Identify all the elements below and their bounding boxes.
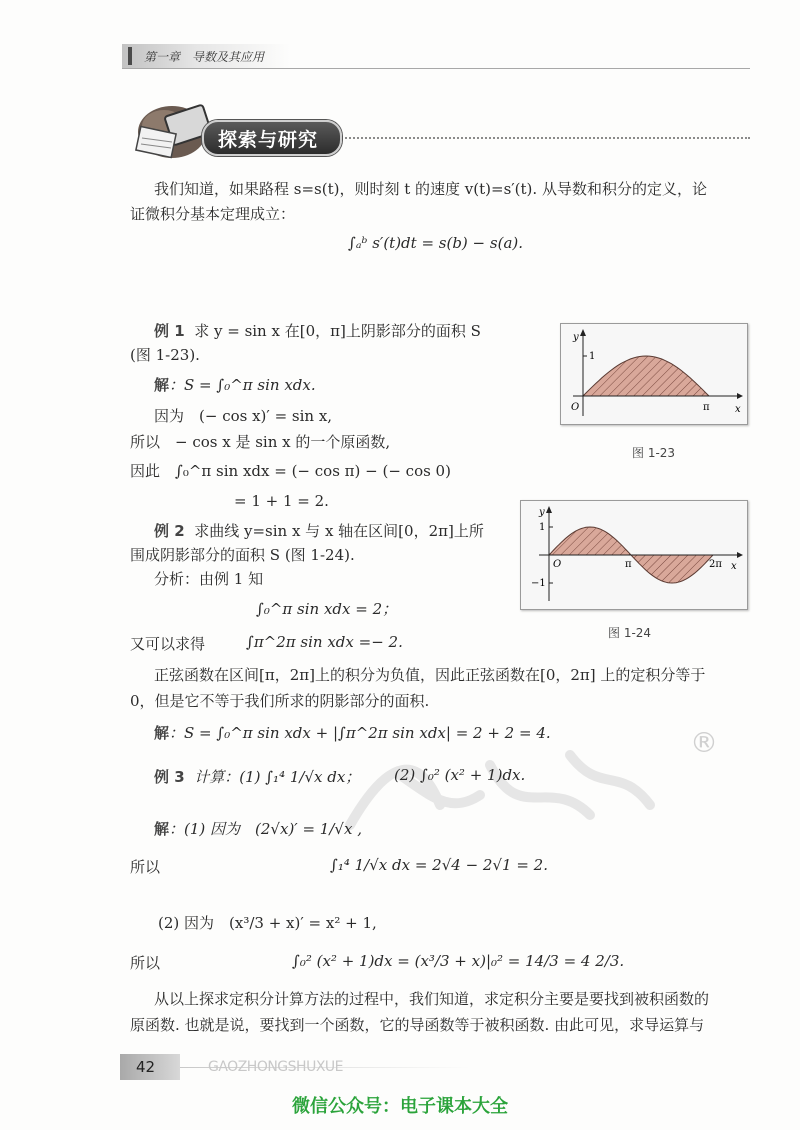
section-divider [330,137,750,139]
section-banner [202,120,342,156]
example-1-text [154,320,481,342]
chapter-title: 第一章 导数及其应用 [144,50,265,64]
shaded-area-0-pi [549,527,631,555]
example-2-text [154,520,484,542]
figure-1-24 [520,500,748,610]
y-tick-label-1: 1 [589,351,596,362]
y-axis-label: y [573,332,579,343]
example-3-so-2-label: 所以 [130,954,161,972]
example-1-solution [154,374,316,396]
example-1-so: 所以 − cos x 是 sin x 的一个原函数, [130,433,391,451]
example-1-line-1: 求 y = sin x 在[0，π]上阴影部分的面积 S [194,322,481,340]
y-tick-label-1: 1 [539,522,546,533]
example-3-sol-label: 解 [154,820,170,838]
figure-1-23 [560,323,748,425]
x-axis-label: x [735,404,741,415]
example-2-sol-formula: ：S = ∫₀^π sin xdx + |∫π^2π sin xdx| = 2 + 2 = 4. [169,724,551,742]
example-2-label: 例 2 [154,522,185,540]
example-3-so-1-label: 所以 [130,858,161,876]
example-2-formula-1: ∫₀^π sin xdx = 2； [256,600,398,618]
x-axis-arrow [737,393,743,399]
example-1-line-2: (图 1-23). [130,346,200,364]
watermark-mark: ® [690,726,718,759]
footer-series-text: GAOZHONGSHUXUE [208,1059,344,1075]
conclusion-line-2: 原函数. 也就是说，要找到一个函数，它的导函数等于被积函数. 由此可见，求导运算与 [130,1016,705,1034]
example-2-paragraph-1: 正弦函数在区间[π，2π]上的积分为负值，因此正弦函数在[0，2π] 上的定积分等于 [154,666,706,684]
example-2-formula-2: ∫π^2π sin xdx =− 2. [246,633,403,651]
example-2-line-1: 求曲线 y=sin x 与 x 轴在区间[0，2π]上所 [194,522,484,540]
sine-area-plot-1-23 [561,324,747,424]
figure-1-24-caption: 图 1-24 [608,626,652,640]
figure-1-23-caption: 图 1-23 [632,446,676,460]
x-tick-label-pi: π [703,402,710,413]
x-axis-label: x [731,561,737,572]
example-1-sol-label: 解 [154,376,170,394]
origin-label: O [553,559,562,570]
x-axis-arrow [737,552,743,558]
example-2-paragraph-2: 0，但是它不等于我们所求的阴影部分的面积. [130,692,430,710]
shaded-area-0-pi [583,356,709,396]
section-title: 探索与研究 [218,129,319,151]
example-3-sol-1: ：(1) 因为 (2√x)′ = 1/√x , [169,820,362,838]
conclusion-line-1: 从以上探求定积分计算方法的过程中，我们知道，求定积分主要是要找到被积函数的 [154,990,710,1008]
intro-formula: ∫ₐᵇ s′(t)dt = s(b) − s(a). [348,234,524,252]
example-3-text [154,766,360,788]
y-axis-label: y [539,507,545,518]
example-1-because: 因为 (− cos x)′ = sin x, [154,407,333,425]
page-number: 42 [120,1054,180,1080]
example-3-task-1: 计算：(1) ∫₁⁴ 1/√x dx； [194,768,361,786]
sine-area-plot-1-24 [521,501,747,609]
example-3-label: 例 3 [154,768,185,786]
example-3-solution-1 [154,818,362,840]
example-3-so-1: ∫₁⁴ 1/√x dx = 2√4 − 2√1 = 2. [330,856,548,874]
example-3-so-2: ∫₀² (x² + 1)dx = (x³/3 + x)|₀² = 14/3 = 4 2/3. [292,952,625,970]
y-axis-arrow [580,329,586,336]
example-3-sol-2: (2) 因为 (x³/3 + x)′ = x² + 1, [158,914,377,932]
watermark-calligraphy [330,735,660,845]
example-2-analysis: 分析：由例 1 知 [154,570,264,588]
y-tick-label-minus-1: −1 [531,578,546,589]
chapter-header [122,44,750,69]
intro-line-1: 我们知道，如果路程 s=s(t)，则时刻 t 的速度 v(t)=s′(t). 从导数和积分的定义，论 [154,180,707,198]
example-1-result: = 1 + 1 = 2. [234,492,329,510]
example-2-line-2: 围成阴影部分的面积 S (图 1-24). [130,546,355,564]
example-1-label: 例 1 [154,322,185,340]
example-1-sol-formula: ：S = ∫₀^π sin xdx. [169,376,316,394]
origin-label: O [571,402,580,413]
example-2-sol-label: 解 [154,724,170,742]
x-tick-label-pi: π [625,559,632,570]
x-tick-label-2pi: 2π [709,559,722,570]
intro-line-2: 证微积分基本定理成立： [130,205,296,223]
y-axis-arrow [546,506,552,513]
shaded-area-pi-2pi [631,555,713,583]
example-1-therefore: 因此 ∫₀^π sin xdx = (− cos π) − (− cos 0) [130,462,451,480]
page-footer [120,1054,750,1080]
wechat-source-text: 微信公众号：电子课本大全 [292,1096,508,1117]
example-2-also: 又可以求得 [130,635,206,653]
example-3-task-2: (2) ∫₀² (x² + 1)dx. [394,766,526,784]
